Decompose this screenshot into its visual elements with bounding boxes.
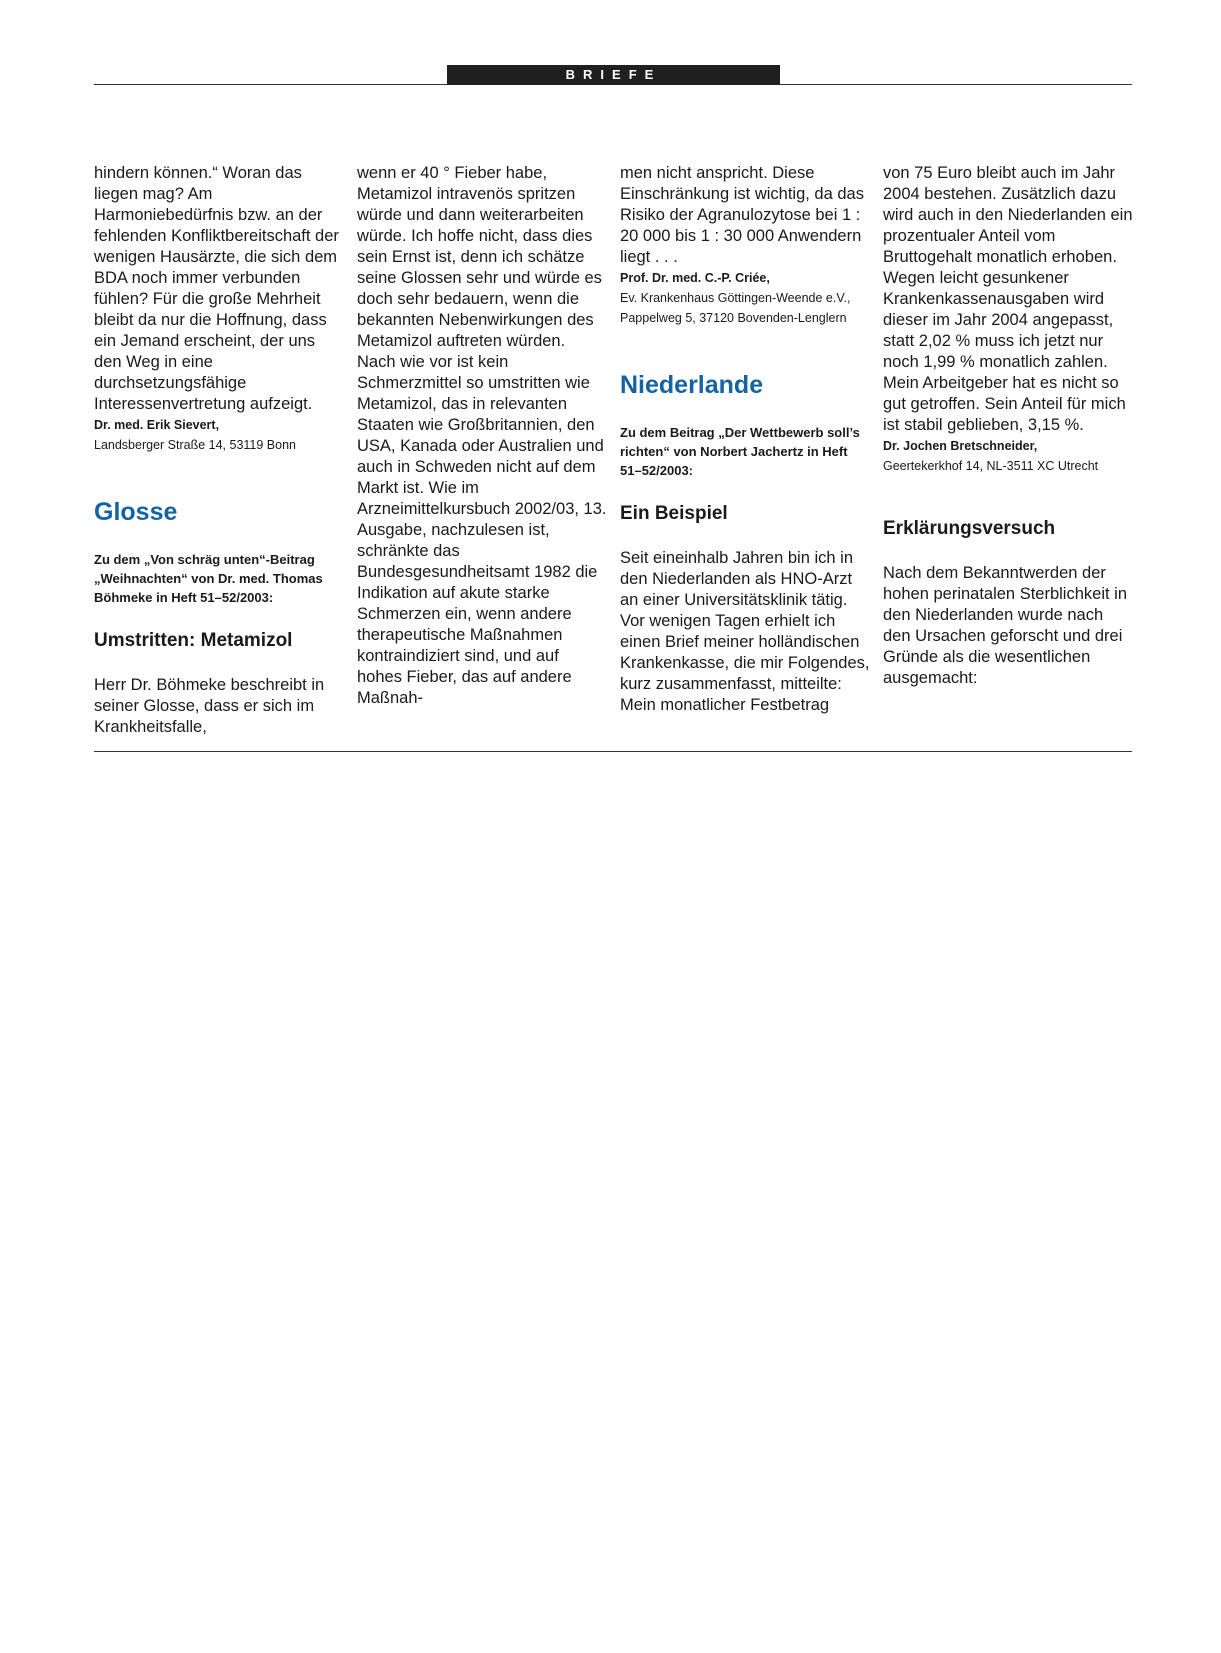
column-1: [94, 163, 344, 738]
section-header-tab: BRIEFE: [447, 65, 780, 85]
letter-body: wenn er 40 ° Fieber habe, Metamizol intravenös spritzen würde und dann weiterarbeiten würde. Ich hoffe nicht, dass dies sein Ernst ist, denn ich schätze seine Glossen sehr und würde es doch sehr bedauern, wenn die bekannten Nebenwirkungen des Metamizol auftreten würden. Nach wie vor ist kein Schmerzmittel so umstritten wie Metamizol, das in relevanten Staaten wie Großbritannien, den USA, Kanada oder Australien und auch in Schweden nicht auf dem Markt ist. Wie im Arzneimittelkursbuch 2002/03, 13. Ausgabe, nachzulesen ist, schränkte das Bundesgesundheitsamt 1982 die Indikation auf akute starke Schmerzen ein, wenn andere therapeutische Maßnahmen kontraindiziert sind, und auf hohes Fieber, das auf andere Maßnah-: [357, 164, 607, 707]
letter-body: hindern können.“ Woran das liegen mag? Am Harmoniebedürfnis bzw. an der fehlenden Konfliktbereitschaft der wenigen Hausärzte, die sich dem BDA noch immer verbunden fühlen? Für die große Mehrheit bleibt da nur die Hoffnung, dass ein Jemand erscheint, der uns den Weg in eine durchsetzungsfähige Interessenvertretung aufzeigt.: [94, 164, 339, 413]
signature-name: Dr. Jochen Bretschneider,: [883, 439, 1038, 453]
letter-headline: Erklärungsversuch: [883, 518, 1056, 539]
letter-body: Mein monatlicher Festbetrag: [620, 696, 830, 714]
letter-body: Seit eineinhalb Jahren bin ich in den Niederlanden als HNO-Arzt an einer Universitätsklinik tätig. Vor wenigen Tagen erhielt ich einen Brief meiner holländischen Krankenkasse, die mir Folgendes, kurz zusammenfasst, mitteilte:: [620, 549, 870, 693]
signature-name: Dr. med. Erik Sievert,: [94, 418, 220, 432]
column-3: [620, 163, 870, 716]
column-2: [357, 163, 607, 709]
letter-headline: Ein Beispiel: [620, 503, 728, 524]
article-reference: Zu dem Beitrag „Der Wettbewerb soll’s richten“ von Norbert Jachertz in Heft 51–52/2003:: [620, 425, 860, 478]
letter-body: Herr Dr. Böhmeke beschreibt in seiner Glosse, dass er sich im Krankheitsfalle,: [94, 676, 325, 736]
signature-address: Landsberger Straße 14, 53119 Bonn: [94, 438, 296, 452]
signature-name: Prof. Dr. med. C.-P. Criée,: [620, 271, 770, 285]
column-4: [883, 163, 1133, 689]
letter-body: Nach dem Bekanntwerden der hohen perinatalen Sterblichkeit in den Niederlanden wurde nach den Ursachen geforscht und drei Gründe als die wesentlichen ausgemacht:: [883, 564, 1127, 687]
section-title: Glosse: [94, 498, 178, 526]
letter-body: von 75 Euro bleibt auch im Jahr 2004 bestehen. Zusätzlich dazu wird auch in den Niederlanden ein prozentualer Anteil vom Bruttogehalt monatlich erhoben. Wegen leicht gesunkener Krankenkassenausgaben wird dieser im Jahr 2004 angepasst, statt 2,02 % muss ich jetzt nur noch 1,99 % monatlich zahlen. Mein Arbeitgeber hat es nicht so gut getroffen. Sein Anteil für mich ist stabil geblieben, 3,15 %.: [883, 164, 1133, 434]
section-title: Niederlande: [620, 371, 764, 399]
letter-headline: Umstritten: Metamizol: [94, 630, 293, 651]
signature-address: Geertekerkhof 14, NL-3511 XC Utrecht: [883, 459, 1099, 473]
footer-rule: [94, 751, 1132, 752]
signature-address: Ev. Krankenhaus Göttingen-Weende e.V., Pappelweg 5, 37120 Bovenden-Lenglern: [620, 291, 851, 325]
article-reference: Zu dem „Von schräg unten“-Beitrag „Weihnachten“ von Dr. med. Thomas Böhmeke in Heft 51–52/2003:: [94, 552, 323, 605]
letter-body: men nicht anspricht. Diese Einschränkung ist wichtig, da das Risiko der Agranulozytose bei 1 : 20 000 bis 1 : 30 000 Anwendern liegt . . .: [620, 164, 864, 266]
